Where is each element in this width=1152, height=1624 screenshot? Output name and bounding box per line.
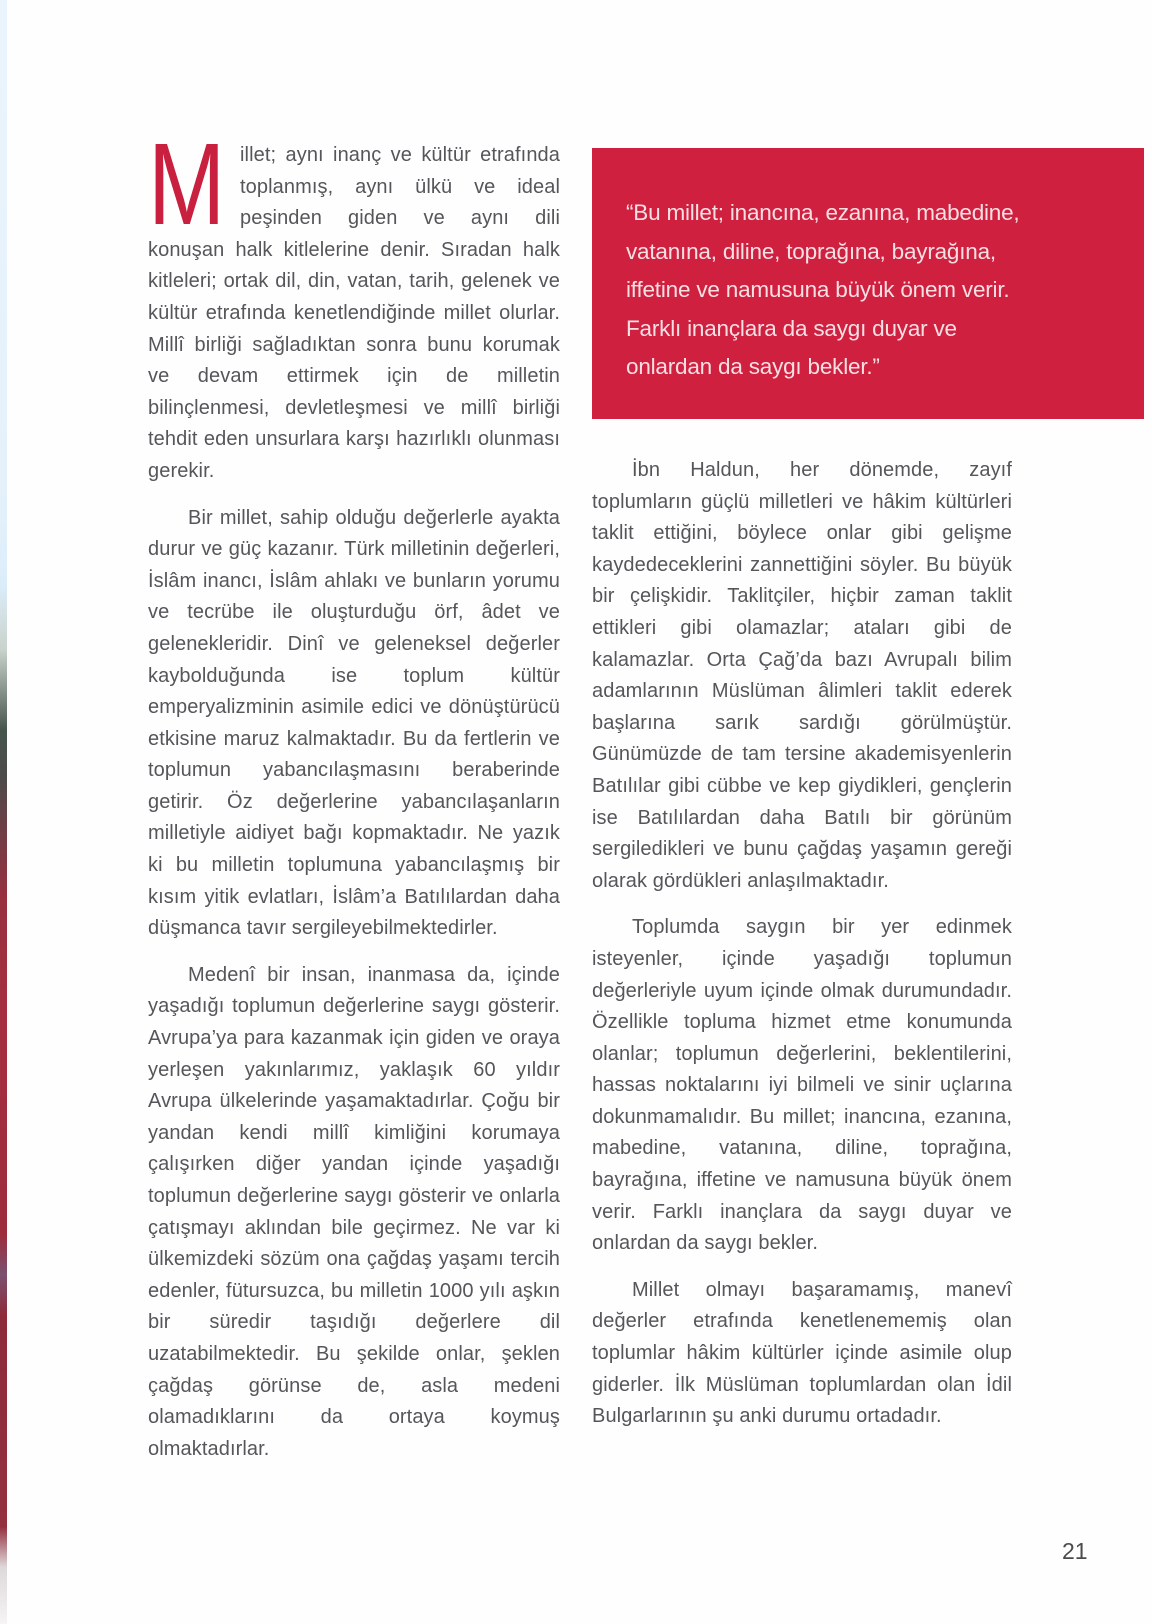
right-column	[592, 148, 1020, 1433]
page-number: 21	[1062, 1538, 1088, 1564]
pull-quote-box	[592, 148, 1144, 419]
drop-cap: M	[148, 119, 226, 249]
pull-quote-text: “Bu millet; inancına, ezanına, mabedine, vatanına, diline, toprağına, bayrağına, iffetine ve namusuna büyük önem verir. Farklı inançlara da saygı duyar ve onlardan da saygı bekler.”	[626, 200, 1020, 379]
body-paragraph: Medenî bir insan, inanmasa da, içinde yaşadığı toplumun değerlerine saygı gösterir. Avrupa’ya para kazanmak için giden ve oraya yerleşen yakınlarımız, yaklaşık 60 yıldır Avrupa ülkelerinde yaşamaktadırlar. Çoğu bir yandan kendi millî kimliğini korumaya çalışırken diğer yandan içinde yaşadığı toplumun değerlerine saygı gösterir ve onlarla çatışmayı aklından bile geçirmez. Ne var ki ülkemizdeki sözüm ona çağdaş yaşamı tercih edenler, fütursuzca, bu milletin 1000 yılı aşkın bir süredir taşıdığı değerlere dil uzatabilmektedir. Bu şekilde onlar, şeklen çağdaş görünse de, asla medeni olamadıklarını da ortaya koymuş olmaktadırlar.	[148, 963, 560, 1460]
body-paragraph	[148, 119, 560, 488]
body-paragraph: Toplumda saygın bir yer edinmek isteyenler, içinde yaşadığı toplumun değerleriyle uyum içinde olmak durumundadır. Özellikle topluma hizmet etme konumunda olanlar; toplumun değerlerini, beklentilerini, hassas noktalarını iyi bilmeli ve sinir uçlarına dokunmamalıdır. Bu millet; inancına, ezanına, mabedine, vatanına, diline, toprağına, bayrağına, iffetine ve namusuna büyük önem verir. Farklı inançlara da saygı duyar ve onlardan da saygı bekler.	[592, 916, 1012, 1255]
body-paragraph: İbn Haldun, her dönemde, zayıf toplumların güçlü milletleri ve hâkim kültürleri taklit ettiğini, böylece onlar gibi gelişme kaydedeceklerini zannettiğini söyler. Bu büyük bir çelişkidir. Taklitçiler, hiçbir zaman taklit ettikleri gibi olamazlar; ataları gibi de kalamazlar. Orta Çağ’da bazı Avrupalı bilim adamlarının Müslüman âlimleri taklit ederek başlarına sarık sardığı görülmüştür. Günümüzde de tam tersine akademisyenlerin Batılılar gibi cübbe ve kep giydikleri, gençlerin ise Batılılardan daha Batılı bir görünüm sergiledikleri ve bunu çağdaş yaşamın gereği olarak gördükleri anlaşılmaktadır.	[592, 459, 1012, 892]
left-edge-photo-strip	[0, 0, 7, 1624]
paragraph-text: illet; aynı inanç ve kültür etrafında toplanmış, aynı ülkü ve ideal peşinden giden ve aynı dili konuşan halk kitlelerine denir. Sıradan halk kitleleri; ortak dil, din, vatan, tarih, gelenek ve kültür etrafında kenetlendiğinde millet olurlar. Millî birliği sağladıktan sonra bunu korumak ve devam ettirmek için de milletin bilinçlenmesi, devletleşmesi ve millî birliği tehdit eden unsurlara karşı hazırlıklı olunması gerekir.	[148, 144, 560, 482]
body-paragraph: Bir millet, sahip olduğu değerlerle ayakta durur ve güç kazanır. Türk milletinin değerleri, İslâm inancı, İslâm ahlakı ve bunların yorumu ve tecrübe ile oluşturduğu örf, âdet ve gelenekleridir. Dinî ve geleneksel değerler kaybolduğunda ise toplum kültür emperyalizminin asimile edici ve dönüştürücü etkisine maruz kalmaktadır. Bu da fertlerin ve toplumun yabancılaşmasını beraberinde getirir. Öz değerlerine yabancılaşanların milletiyle aidiyet bağı kopmaktadır. Ne yazık ki bu milletin toplumuna yabancılaşmış bir kısım yitik evlatları, İslâm’a Batılılardan daha düşmanca tavır sergileyebilmektedirler.	[148, 506, 560, 940]
body-paragraph: Millet olmayı başaramamış, manevî değerler etrafında kenetlenememiş olan toplumlar hâkim kültürler içinde asimile olup giderler. İlk Müslüman toplumlardan olan İdil Bulgarlarının şu anki durumu ortadadır.	[592, 1278, 1012, 1428]
left-column	[148, 119, 560, 1465]
